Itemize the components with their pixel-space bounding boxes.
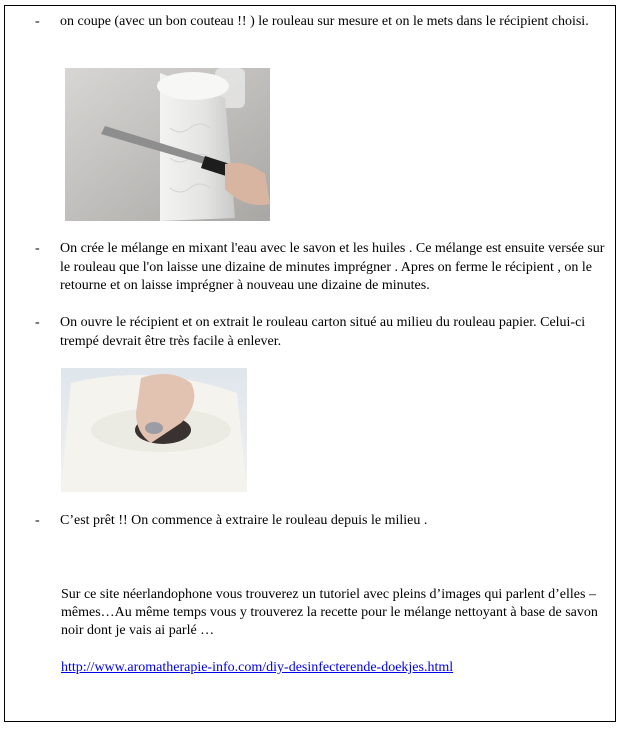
list-item-text: C’est prêt !! On commence à extraire le rouleau depuis le milieu .: [60, 513, 428, 528]
list-item-text: On ouvre le récipient et on extrait le rouleau carton situé au milieu du rouleau papier. Celui-ci trempé devrait être très facile à enlever.: [60, 315, 586, 349]
site-recommendation-paragraph: Sur ce site néerlandophone vous trouverez un tutoriel avec pleins d’images qui parlent d’elles –mêmes…Au même temps vous y trouverez la recette pour le mélange nettoyant à base de savon noir dont je vais ai parlé …: [61, 587, 598, 638]
tutorial-link[interactable]: http://www.aromatherapie-info.com/diy-desinfecterende-doekjes.html: [61, 660, 454, 675]
list-marker: -: [35, 513, 40, 528]
list-marker: -: [35, 14, 40, 29]
photo-cutting-roll: [65, 68, 270, 221]
photo-removing-core: [61, 368, 247, 492]
link-row: [61, 659, 601, 677]
list-marker: -: [35, 241, 40, 256]
photo-cutting-roll-graphic: [65, 68, 270, 221]
list-item-text: on coupe (avec un bon couteau !! ) le rouleau sur mesure et on le mets dans le récipient choisi.: [60, 14, 589, 29]
list-marker: -: [35, 315, 40, 330]
document-page: [4, 5, 616, 722]
list-item-text: On crée le mélange en mixant l'eau avec le savon et les huiles . Ce mélange est ensuite versée sur le rouleau que l'on laisse une dizaine de minutes imprégner . Apres on ferme le récipient , on le retourne et on laisse imprégner à nouveau une dizaine de minutes.: [60, 241, 605, 293]
photo-removing-core-graphic: [61, 368, 247, 492]
